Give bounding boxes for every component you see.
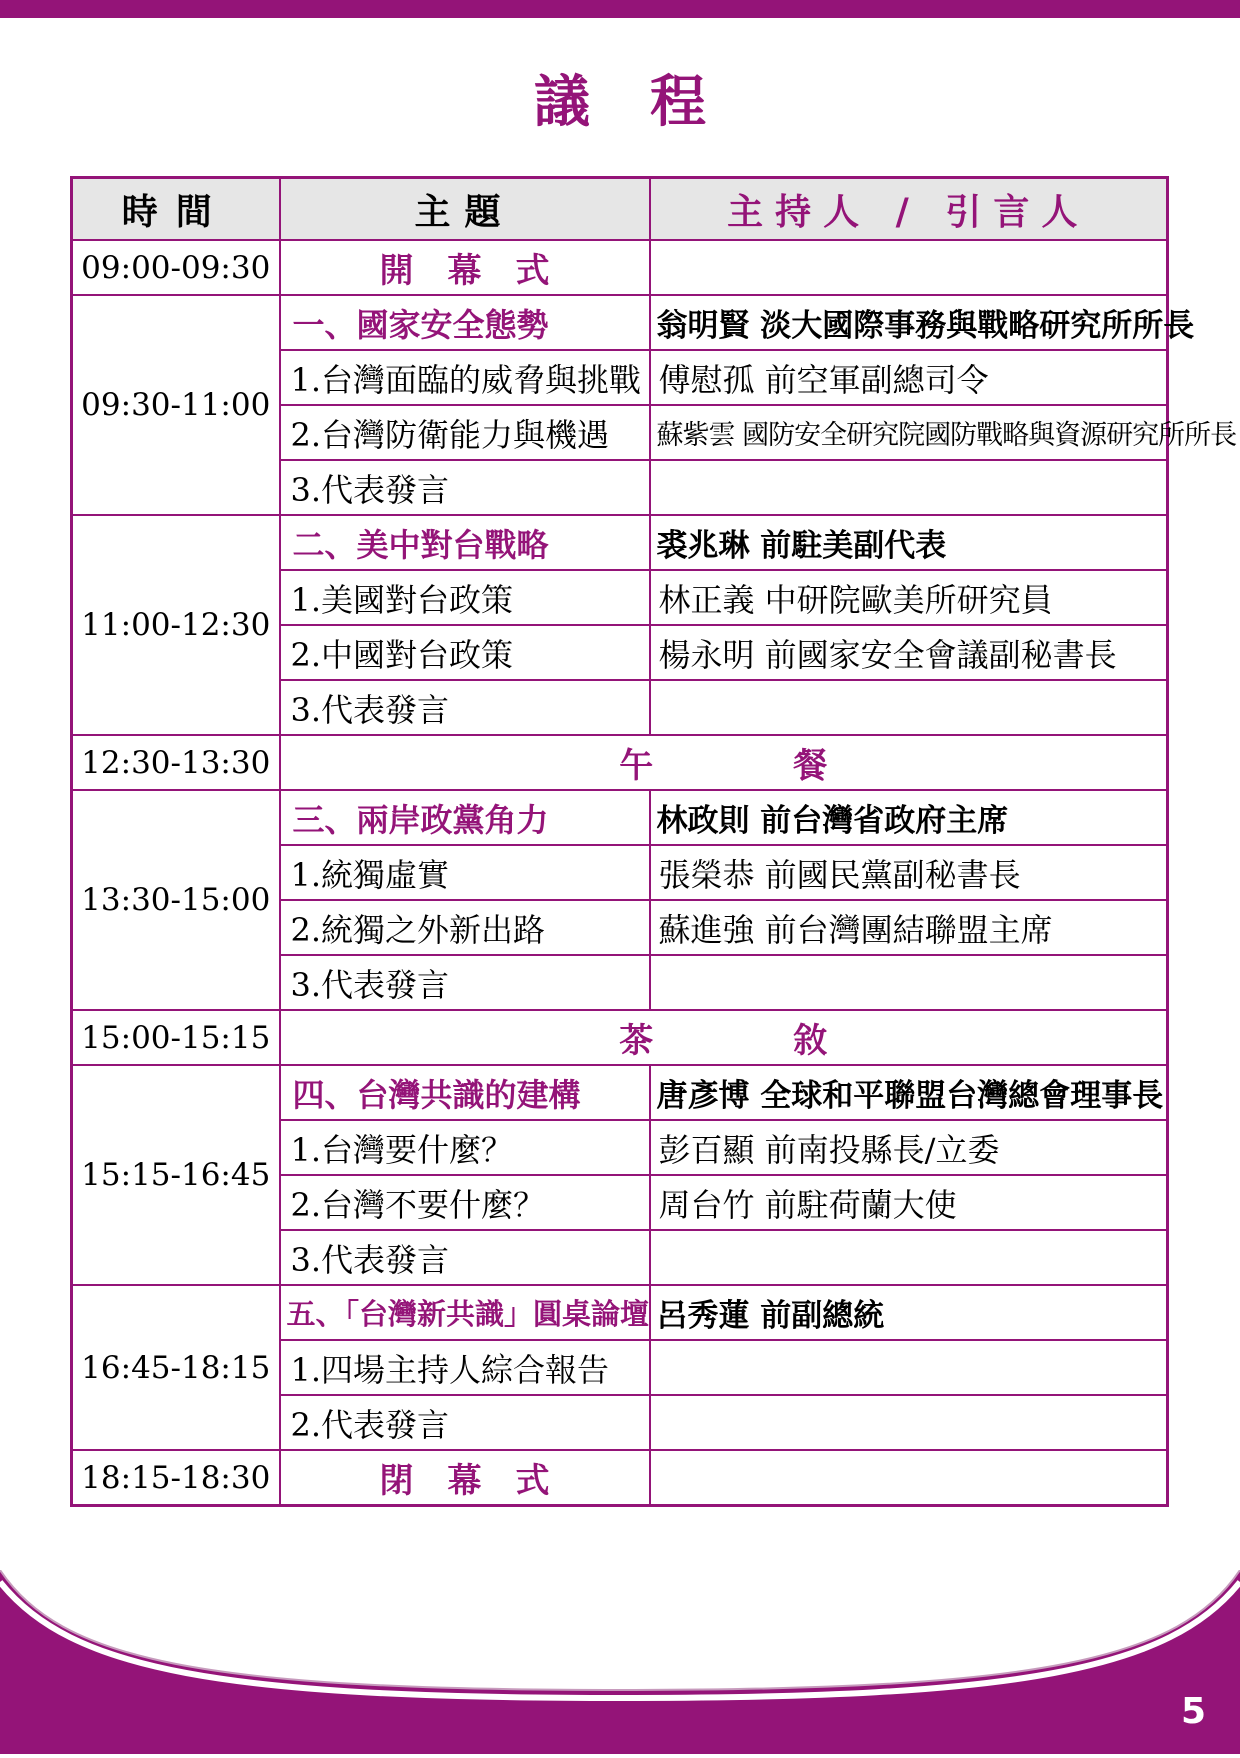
header-host: 主持人 / 引言人: [650, 178, 1168, 241]
header-time: 時間: [72, 178, 280, 241]
speaker: [650, 1230, 1168, 1285]
footer-decoration: [0, 1570, 1240, 1754]
event-cell: 茶敘: [280, 1010, 1168, 1065]
time-cell: 09:30-11:00: [72, 295, 280, 515]
time-cell: 13:30-15:00: [72, 790, 280, 1010]
sub-topic: 2.統獨之外新出路: [280, 900, 650, 955]
speaker: 蘇紫雲 國防安全研究院國防戰略與資源研究所所長: [650, 405, 1168, 460]
time-cell: 18:15-18:30: [72, 1450, 280, 1506]
page-number: 5: [1180, 1691, 1206, 1732]
table-row: [72, 1010, 1168, 1065]
time-cell: 12:30-13:30: [72, 735, 280, 790]
sub-topic: 1.台灣面臨的威脅與挑戰: [280, 350, 650, 405]
table-row: [72, 735, 1168, 790]
sub-topic: 1.美國對台政策: [280, 570, 650, 625]
speaker: [650, 1395, 1168, 1450]
agenda-table: [70, 176, 1237, 1507]
speaker: [650, 955, 1168, 1010]
section-host: 呂秀蓮 前副總統: [650, 1285, 1168, 1340]
speaker: 楊永明 前國家安全會議副秘書長: [650, 625, 1168, 680]
section-host: 翁明賢 淡大國際事務與戰略研究所所長: [650, 295, 1168, 350]
section-host: 林政則 前台灣省政府主席: [650, 790, 1168, 845]
speaker: [650, 680, 1168, 735]
speaker: 周台竹 前駐荷蘭大使: [650, 1175, 1168, 1230]
section-title: 三、兩岸政黨角力: [280, 790, 650, 845]
section-host: 裘兆琳 前駐美副代表: [650, 515, 1168, 570]
sub-topic: 3.代表發言: [280, 1230, 650, 1285]
speaker: 張榮恭 前國民黨副秘書長: [650, 845, 1168, 900]
header-row: [72, 178, 1168, 241]
section-host: 唐彥博 全球和平聯盟台灣總會理事長: [650, 1065, 1168, 1120]
sub-topic: 2.中國對台政策: [280, 625, 650, 680]
empty-cell: [650, 1450, 1168, 1506]
top-accent-bar: [0, 0, 1240, 18]
sub-topic: 2.台灣防衛能力與機遇: [280, 405, 650, 460]
sub-topic: 1.四場主持人綜合報告: [280, 1340, 650, 1395]
event-cell: 閉幕式: [280, 1450, 650, 1506]
event-cell: 午餐: [280, 735, 1168, 790]
section-title: 五、「台灣新共識」圓桌論壇: [280, 1285, 650, 1340]
empty-cell: [650, 240, 1168, 295]
sub-topic: 3.代表發言: [280, 460, 650, 515]
footer-wave-graphic: [0, 1570, 1240, 1754]
sub-topic: 3.代表發言: [280, 680, 650, 735]
sub-topic: 2.代表發言: [280, 1395, 650, 1450]
time-cell: 11:00-12:30: [72, 515, 280, 735]
table-row: [72, 1450, 1168, 1506]
time-cell: 09:00-09:30: [72, 240, 280, 295]
sub-topic: 2.台灣不要什麼？: [280, 1175, 650, 1230]
page-title: 議程: [534, 69, 766, 135]
header-topic: 主題: [280, 178, 650, 241]
speaker: 傅慰孤 前空軍副總司令: [650, 350, 1168, 405]
speaker: 蘇進強 前台灣團結聯盟主席: [650, 900, 1168, 955]
table-row: [72, 790, 1168, 845]
table-row: [72, 515, 1168, 570]
table-row: [72, 1285, 1168, 1340]
speaker: [650, 460, 1168, 515]
table-row: [72, 295, 1168, 350]
speaker: 林正義 中研院歐美所研究員: [650, 570, 1168, 625]
sub-topic: 3.代表發言: [280, 955, 650, 1010]
time-cell: 15:00-15:15: [72, 1010, 280, 1065]
section-title: 四、台灣共識的建構: [280, 1065, 650, 1120]
table-row: [72, 1065, 1168, 1120]
section-title: 一、國家安全態勢: [280, 295, 650, 350]
event-cell: 開幕式: [280, 240, 650, 295]
sub-topic: 1.台灣要什麼？: [280, 1120, 650, 1175]
time-cell: 16:45-18:15: [72, 1285, 280, 1450]
table-row: [72, 240, 1168, 295]
section-title: 二、美中對台戰略: [280, 515, 650, 570]
time-cell: 15:15-16:45: [72, 1065, 280, 1285]
speaker: 彭百顯 前南投縣長/立委: [650, 1120, 1168, 1175]
speaker: [650, 1340, 1168, 1395]
sub-topic: 1.統獨虛實: [280, 845, 650, 900]
